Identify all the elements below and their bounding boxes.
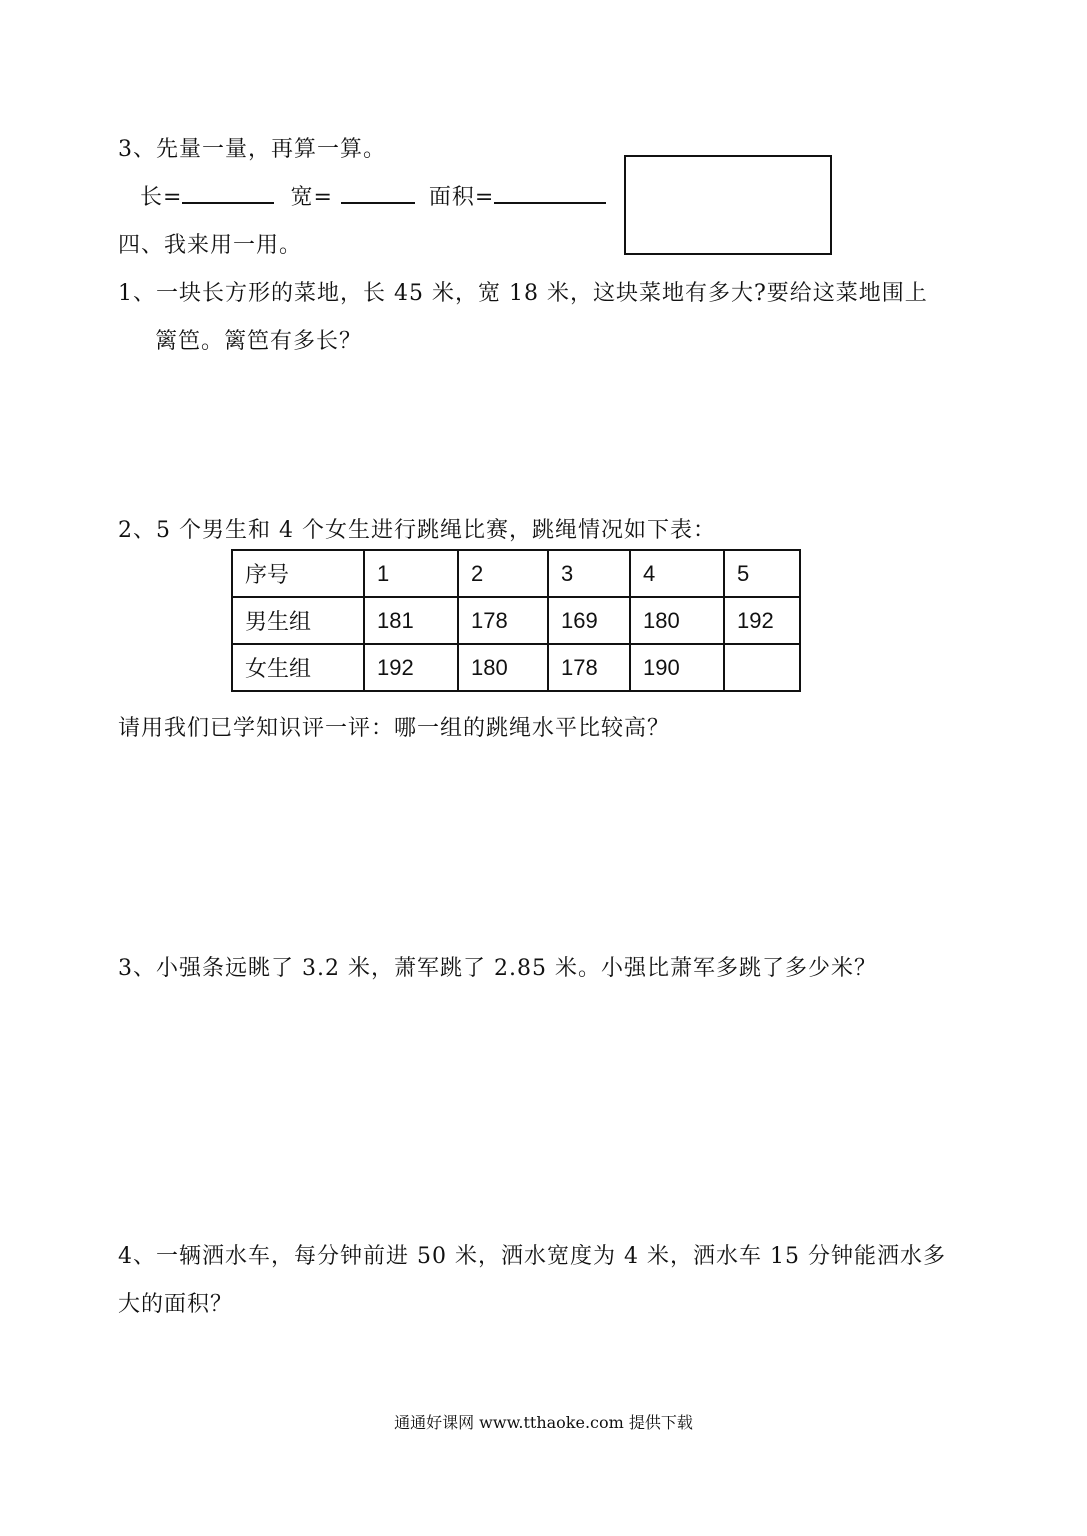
table-cell: 序号 xyxy=(232,550,364,597)
area-blank[interactable] xyxy=(494,184,606,204)
problem3: 3、小强条远眺了 3.2 米，萧军跳了 2.85 米。小强比萧军多跳了多少米？ xyxy=(118,956,877,981)
table-cell: 2 xyxy=(458,550,548,597)
table-cell: 5 xyxy=(724,550,800,597)
length-blank[interactable] xyxy=(182,184,274,204)
table-cell: 181 xyxy=(364,597,458,644)
section4-title: 四、我来用一用。 xyxy=(118,233,303,258)
problem1-line1: 1、一块长方形的菜地，长 45 米，宽 18 米，这块菜地有多大?要给这菜地围上 xyxy=(118,281,928,306)
table-cell: 男生组 xyxy=(232,597,364,644)
table-row xyxy=(232,597,800,644)
table-cell: 178 xyxy=(458,597,548,644)
table-cell: 192 xyxy=(724,597,800,644)
problem1-line2: 篱笆。篱笆有多长？ xyxy=(155,329,363,354)
table-header-row xyxy=(232,550,800,597)
table-cell: 女生组 xyxy=(232,644,364,691)
table-cell: 4 xyxy=(630,550,724,597)
width-label: 宽= xyxy=(290,185,333,210)
problem2-title: 2、5 个男生和 4 个女生进行跳绳比赛，跳绳情况如下表： xyxy=(118,518,716,543)
problem2-question: 请用我们已学知识评一评：哪一组的跳绳水平比较高？ xyxy=(118,716,671,741)
length-label: 长= xyxy=(140,185,183,210)
table-cell: 192 xyxy=(364,644,458,691)
table-row xyxy=(232,644,800,691)
measure-rectangle xyxy=(624,155,832,255)
table-cell: 1 xyxy=(364,550,458,597)
q3-measure-title: 3、先量一量，再算一算。 xyxy=(118,137,386,162)
area-label: 面积= xyxy=(428,185,495,210)
table-cell: 180 xyxy=(630,597,724,644)
jump-rope-table xyxy=(231,549,801,692)
table-cell: 3 xyxy=(548,550,630,597)
width-blank[interactable] xyxy=(341,184,415,204)
table-cell: 178 xyxy=(548,644,630,691)
problem4-line2: 大的面积？ xyxy=(118,1292,234,1317)
measure-answers-row xyxy=(140,184,606,212)
table-cell: 190 xyxy=(630,644,724,691)
problem4-line1: 4、一辆洒水车，每分钟前进 50 米，洒水宽度为 4 米，洒水车 15 分钟能洒水多 xyxy=(118,1244,946,1269)
page-footer: 通通好课网 www.tthaoke.com 提供下载 xyxy=(394,1413,693,1432)
table-cell: 169 xyxy=(548,597,630,644)
table-cell xyxy=(724,644,800,691)
table-cell: 180 xyxy=(458,644,548,691)
